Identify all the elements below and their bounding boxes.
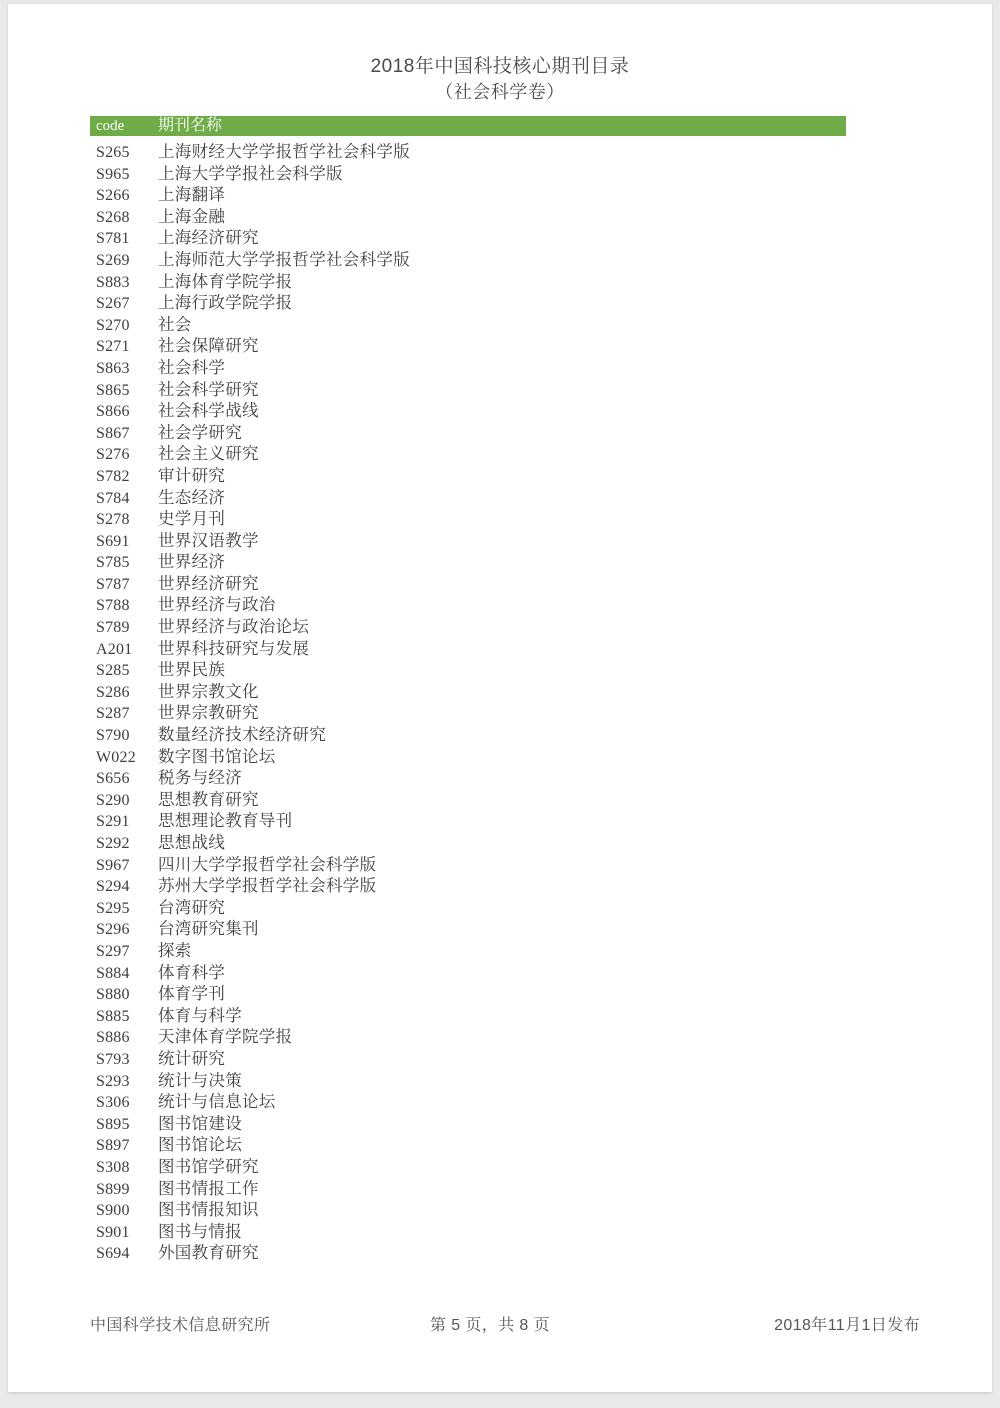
cell-journal-name: 体育科学 [158,962,226,982]
table-row [90,376,846,398]
table-row [90,268,846,290]
cell-code: S286 [96,683,130,701]
table-row [90,1131,846,1153]
footer-organization: 中国科学技术信息研究所 [90,1317,271,1334]
cell-code: S965 [96,165,130,183]
cell-code: S967 [96,856,130,874]
cell-code: S308 [96,1158,130,1176]
table-row [90,894,846,916]
table-row [90,484,846,506]
cell-journal-name: 社会学研究 [158,422,242,442]
table-row [90,786,846,808]
cell-journal-name: 外国教育研究 [158,1243,259,1263]
table-row [90,1110,846,1132]
table-row [90,959,846,981]
table-row [90,570,846,592]
cell-code: S267 [96,295,130,313]
cell-code: S793 [96,1050,130,1068]
cell-journal-name: 社会保障研究 [158,336,259,356]
cell-code: S265 [96,144,130,161]
table-row [90,1218,846,1240]
cell-code: S895 [96,1115,130,1133]
cell-journal-name: 四川大学学报哲学社会科学版 [158,854,377,874]
cell-code: S270 [96,316,130,334]
table-row [90,354,846,376]
table-row [90,656,846,678]
footer-page-indicator: 第 5 页，共 8 页 [430,1317,550,1334]
cell-journal-name: 世界宗教文化 [158,681,259,701]
cell-code: S291 [96,813,130,831]
table-row [90,915,846,937]
cell-code: S691 [96,532,130,550]
table-header-row [90,116,846,136]
table-row [90,635,846,657]
cell-code: S287 [96,705,130,723]
cell-journal-name: 世界经济与政治 [158,595,276,615]
table-row [90,678,846,700]
cell-code: S886 [96,1029,130,1047]
cell-journal-name: 思想理论教育导刊 [158,811,293,831]
cell-code: S296 [96,921,130,939]
journal-table [90,116,846,1261]
cell-code: S784 [96,489,130,507]
table-row [90,527,846,549]
table-row [90,851,846,873]
cell-code: S782 [96,467,130,485]
cell-journal-name: 体育与科学 [158,1005,242,1025]
cell-code: S292 [96,835,130,852]
cell-journal-name: 统计研究 [158,1048,226,1068]
cell-code: S276 [96,446,130,464]
table-row [90,203,846,225]
cell-journal-name: 图书馆学研究 [158,1156,259,1176]
cell-code: S885 [96,1007,130,1025]
cell-code: S297 [96,942,130,960]
cell-code: S266 [96,187,130,205]
cell-code: S884 [96,964,130,982]
cell-code: A201 [96,640,133,658]
cell-code: S268 [96,208,130,226]
cell-journal-name: 世界民族 [158,660,226,680]
cell-journal-name: 台湾研究集刊 [158,919,259,939]
cell-journal-name: 上海金融 [158,206,226,226]
cell-code: S306 [96,1094,130,1112]
cell-journal-name: 世界科技研究与发展 [158,638,310,658]
cell-code: S285 [96,662,130,680]
table-row [90,764,846,786]
cell-code: S293 [96,1072,130,1090]
table-body [90,138,846,1261]
cell-journal-name: 图书馆论坛 [158,1135,242,1155]
table-row [90,1023,846,1045]
table-row [90,505,846,527]
cell-journal-name: 探索 [158,940,192,960]
table-row [90,1002,846,1024]
table-row [90,289,846,311]
cell-code: S788 [96,597,130,615]
cell-journal-name: 上海师范大学学报哲学社会科学版 [158,249,410,269]
cell-code: S901 [96,1223,130,1241]
cell-code: S781 [96,230,130,248]
cell-journal-name: 思想教育研究 [158,789,259,809]
cell-journal-name: 社会主义研究 [158,444,259,464]
cell-journal-name: 社会科学研究 [158,379,259,399]
cell-code: S278 [96,511,130,529]
document-title-block [8,54,992,104]
table-row [90,699,846,721]
cell-code: S789 [96,619,130,637]
cell-code: S883 [96,273,130,291]
table-row [90,743,846,765]
page-subtitle: （社会科学卷） [435,82,565,102]
cell-code: S785 [96,554,130,572]
table-row [90,591,846,613]
cell-code: S865 [96,381,130,399]
page-title: 2018年中国科技核心期刊目录 [370,56,630,77]
cell-journal-name: 上海行政学院学报 [158,293,293,313]
cell-journal-name: 台湾研究 [158,897,226,917]
cell-journal-name: 税务与经济 [158,768,242,788]
table-row [90,1088,846,1110]
table-row [90,721,846,743]
cell-journal-name: 世界经济与政治论坛 [158,617,310,637]
table-row [90,548,846,570]
cell-code: S294 [96,878,130,896]
cell-journal-name: 统计与决策 [158,1070,242,1090]
table-row [90,1153,846,1175]
cell-journal-name: 上海翻译 [158,185,226,205]
table-row [90,246,846,268]
cell-code: S656 [96,770,130,788]
table-row [90,160,846,182]
cell-journal-name: 思想战线 [158,833,226,852]
cell-code: S787 [96,575,130,593]
table-row [90,419,846,441]
cell-journal-name: 图书与情报 [158,1221,242,1241]
cell-journal-name: 图书情报工作 [158,1178,259,1198]
table-row [90,1239,846,1261]
cell-journal-name: 上海体育学院学报 [158,271,293,291]
cell-journal-name: 史学月刊 [158,509,226,529]
cell-journal-name: 社会科学战线 [158,401,259,421]
cell-journal-name: 世界经济 [158,552,226,572]
column-header-journal-name: 期刊名称 [158,117,223,134]
cell-journal-name: 世界经济研究 [158,573,259,593]
cell-code: S900 [96,1202,130,1220]
table-row [90,872,846,894]
document-page [8,4,992,1392]
column-header-code: code [96,118,125,134]
cell-journal-name: 上海财经大学学报哲学社会科学版 [158,142,410,161]
table-row [90,397,846,419]
cell-code: W022 [96,748,136,766]
cell-code: S880 [96,986,130,1004]
cell-journal-name: 上海经济研究 [158,228,259,248]
cell-journal-name: 上海大学学报社会科学版 [158,163,343,183]
cell-code: S899 [96,1180,130,1198]
cell-journal-name: 数字图书馆论坛 [158,746,276,766]
cell-journal-name: 体育学刊 [158,984,226,1004]
table-row [90,224,846,246]
footer-publish-date: 2018年11月1日发布 [774,1317,920,1334]
cell-journal-name: 苏州大学学报哲学社会科学版 [158,876,377,896]
cell-code: S867 [96,424,130,442]
table-row [90,332,846,354]
cell-code: S271 [96,338,130,356]
table-row [90,311,846,333]
table-row [90,181,846,203]
table-row [90,138,846,160]
table-row [90,440,846,462]
table-row [90,1196,846,1218]
cell-code: S694 [96,1245,130,1263]
cell-code: S295 [96,899,130,917]
cell-journal-name: 统计与信息论坛 [158,1092,276,1112]
table-row [90,807,846,829]
cell-journal-name: 图书馆建设 [158,1113,242,1133]
cell-journal-name: 生态经济 [158,487,226,507]
table-row [90,1067,846,1089]
cell-journal-name: 世界汉语教学 [158,530,259,550]
cell-code: S866 [96,403,130,421]
cell-code: S269 [96,251,130,269]
table-row [90,980,846,1002]
cell-code: S790 [96,727,130,745]
cell-journal-name: 世界宗教研究 [158,703,259,723]
table-row [90,829,846,851]
table-row [90,462,846,484]
cell-journal-name: 天津体育学院学报 [158,1027,293,1047]
cell-journal-name: 数量经济技术经济研究 [158,725,326,745]
cell-code: S290 [96,791,130,809]
cell-journal-name: 审计研究 [158,465,226,485]
page-footer [90,1312,920,1335]
cell-code: S897 [96,1137,130,1155]
cell-journal-name: 社会 [158,314,192,334]
table-row [90,1175,846,1197]
cell-journal-name: 图书情报知识 [158,1200,259,1220]
cell-code: S863 [96,359,130,377]
table-row [90,937,846,959]
table-row [90,613,846,635]
table-row [90,1045,846,1067]
cell-journal-name: 社会科学 [158,357,226,377]
